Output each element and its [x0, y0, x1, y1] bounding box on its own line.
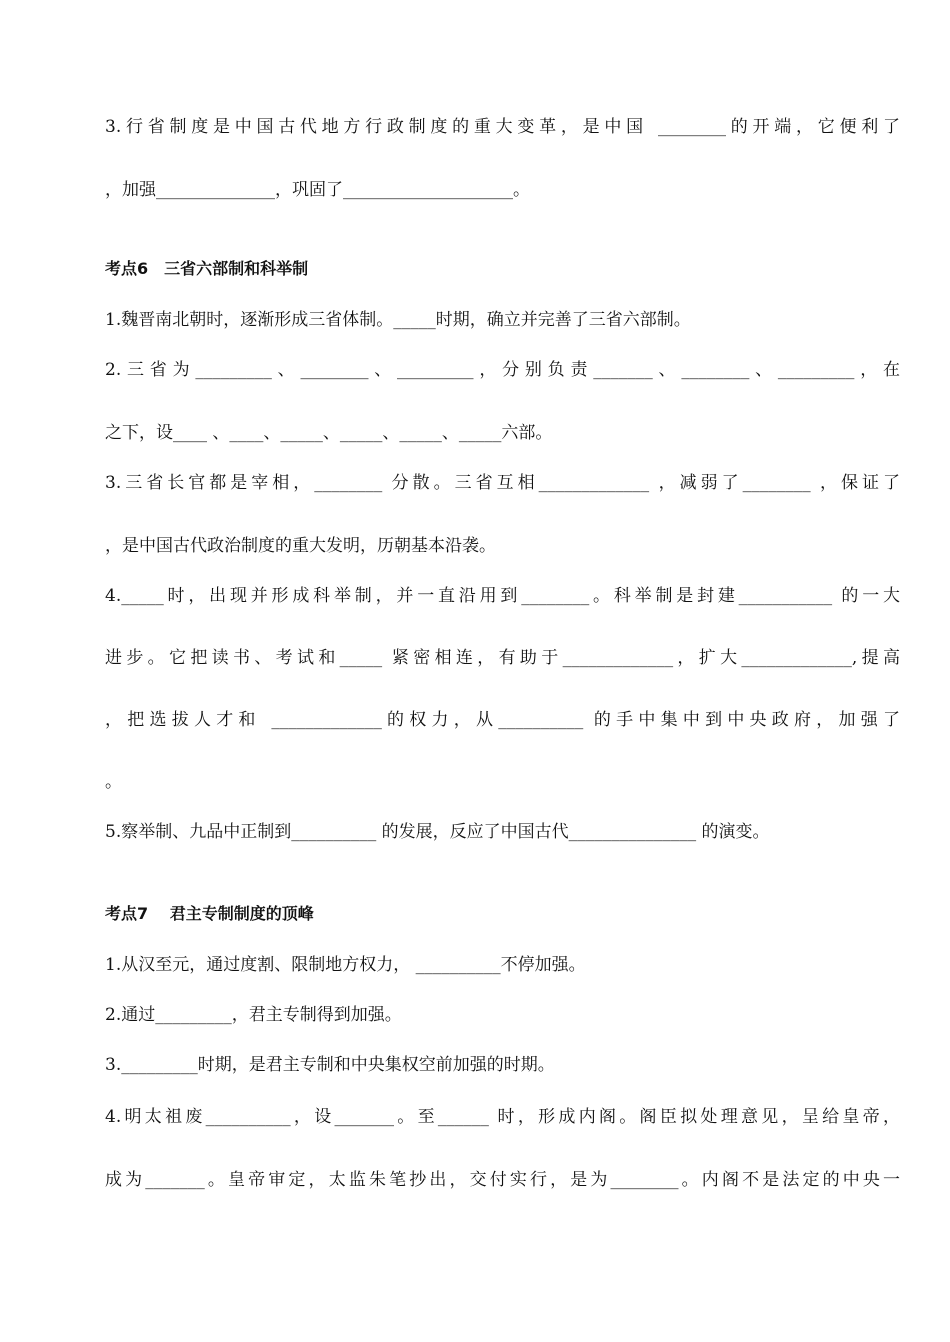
s7-q4-line2: 成为_______。皇帝审定，太监朱笔抄出，交付实行，是为________。内阁不是法定的中央一 — [105, 1170, 900, 1190]
s6-q2-line2: 之下，设____ 、____、_____、_____、_____、_____六部。 — [105, 423, 553, 443]
s6-q3-line2: ，是中国古代政治制度的重大发明，历朝基本沿袭。 — [105, 536, 496, 556]
s7-q2: 2.通过_________，君主专制得到加强。 — [105, 1005, 402, 1025]
s6-q4-line2: 进步。它把读书、考试和_____ 紧密相连，有助于_____________，扩大_____________,提高 — [105, 648, 900, 668]
s7-q4-line1: 4.明太祖废__________，设_______。至______ 时，形成内阁。阁臣拟处理意见，呈给皇帝， — [105, 1107, 900, 1127]
s6-q5: 5.察举制、九品中正制到__________ 的发展，反应了中国古代_______________ 的演变。 — [105, 822, 770, 842]
s6-q2-line1: 2.三省为_________、________、_________，分别负责_______、________、_________，在 — [105, 360, 900, 380]
section7-heading: 考点7 君主专制制度的顶峰 — [105, 904, 314, 923]
s7-q1: 1.从汉至元，通过度割、限制地方权力， __________不停加强。 — [105, 955, 586, 975]
s5-q3-line2: ，加强______________，巩固了____________________。 — [105, 180, 530, 200]
section6-heading: 考点6 三省六部制和科举制 — [105, 259, 309, 278]
s6-q3-line1: 3.三省长官都是宰相，________ 分散。三省互相_____________ ，减弱了________ ，保证了 — [105, 473, 900, 493]
s6-q1: 1.魏晋南北朝时，逐渐形成三省体制。_____时期，确立并完善了三省六部制。 — [105, 310, 691, 330]
s6-q4-line4: 。 — [105, 772, 122, 792]
s6-q4-line1: 4._____时，出现并形成科举制，并一直沿用到________。科举制是封建___________ 的一大 — [105, 586, 900, 606]
s6-q4-line3: ，把选拔人才和 _____________的权力，从__________ 的手中集中到中央政府，加强了 — [105, 710, 900, 730]
s5-q3-line1: 3.行省制度是中国古代地方行政制度的重大变革，是中国 ________的开端，它便利了 — [105, 117, 900, 137]
s7-q3: 3._________时期，是君主专制和中央集权空前加强的时期。 — [105, 1055, 555, 1075]
